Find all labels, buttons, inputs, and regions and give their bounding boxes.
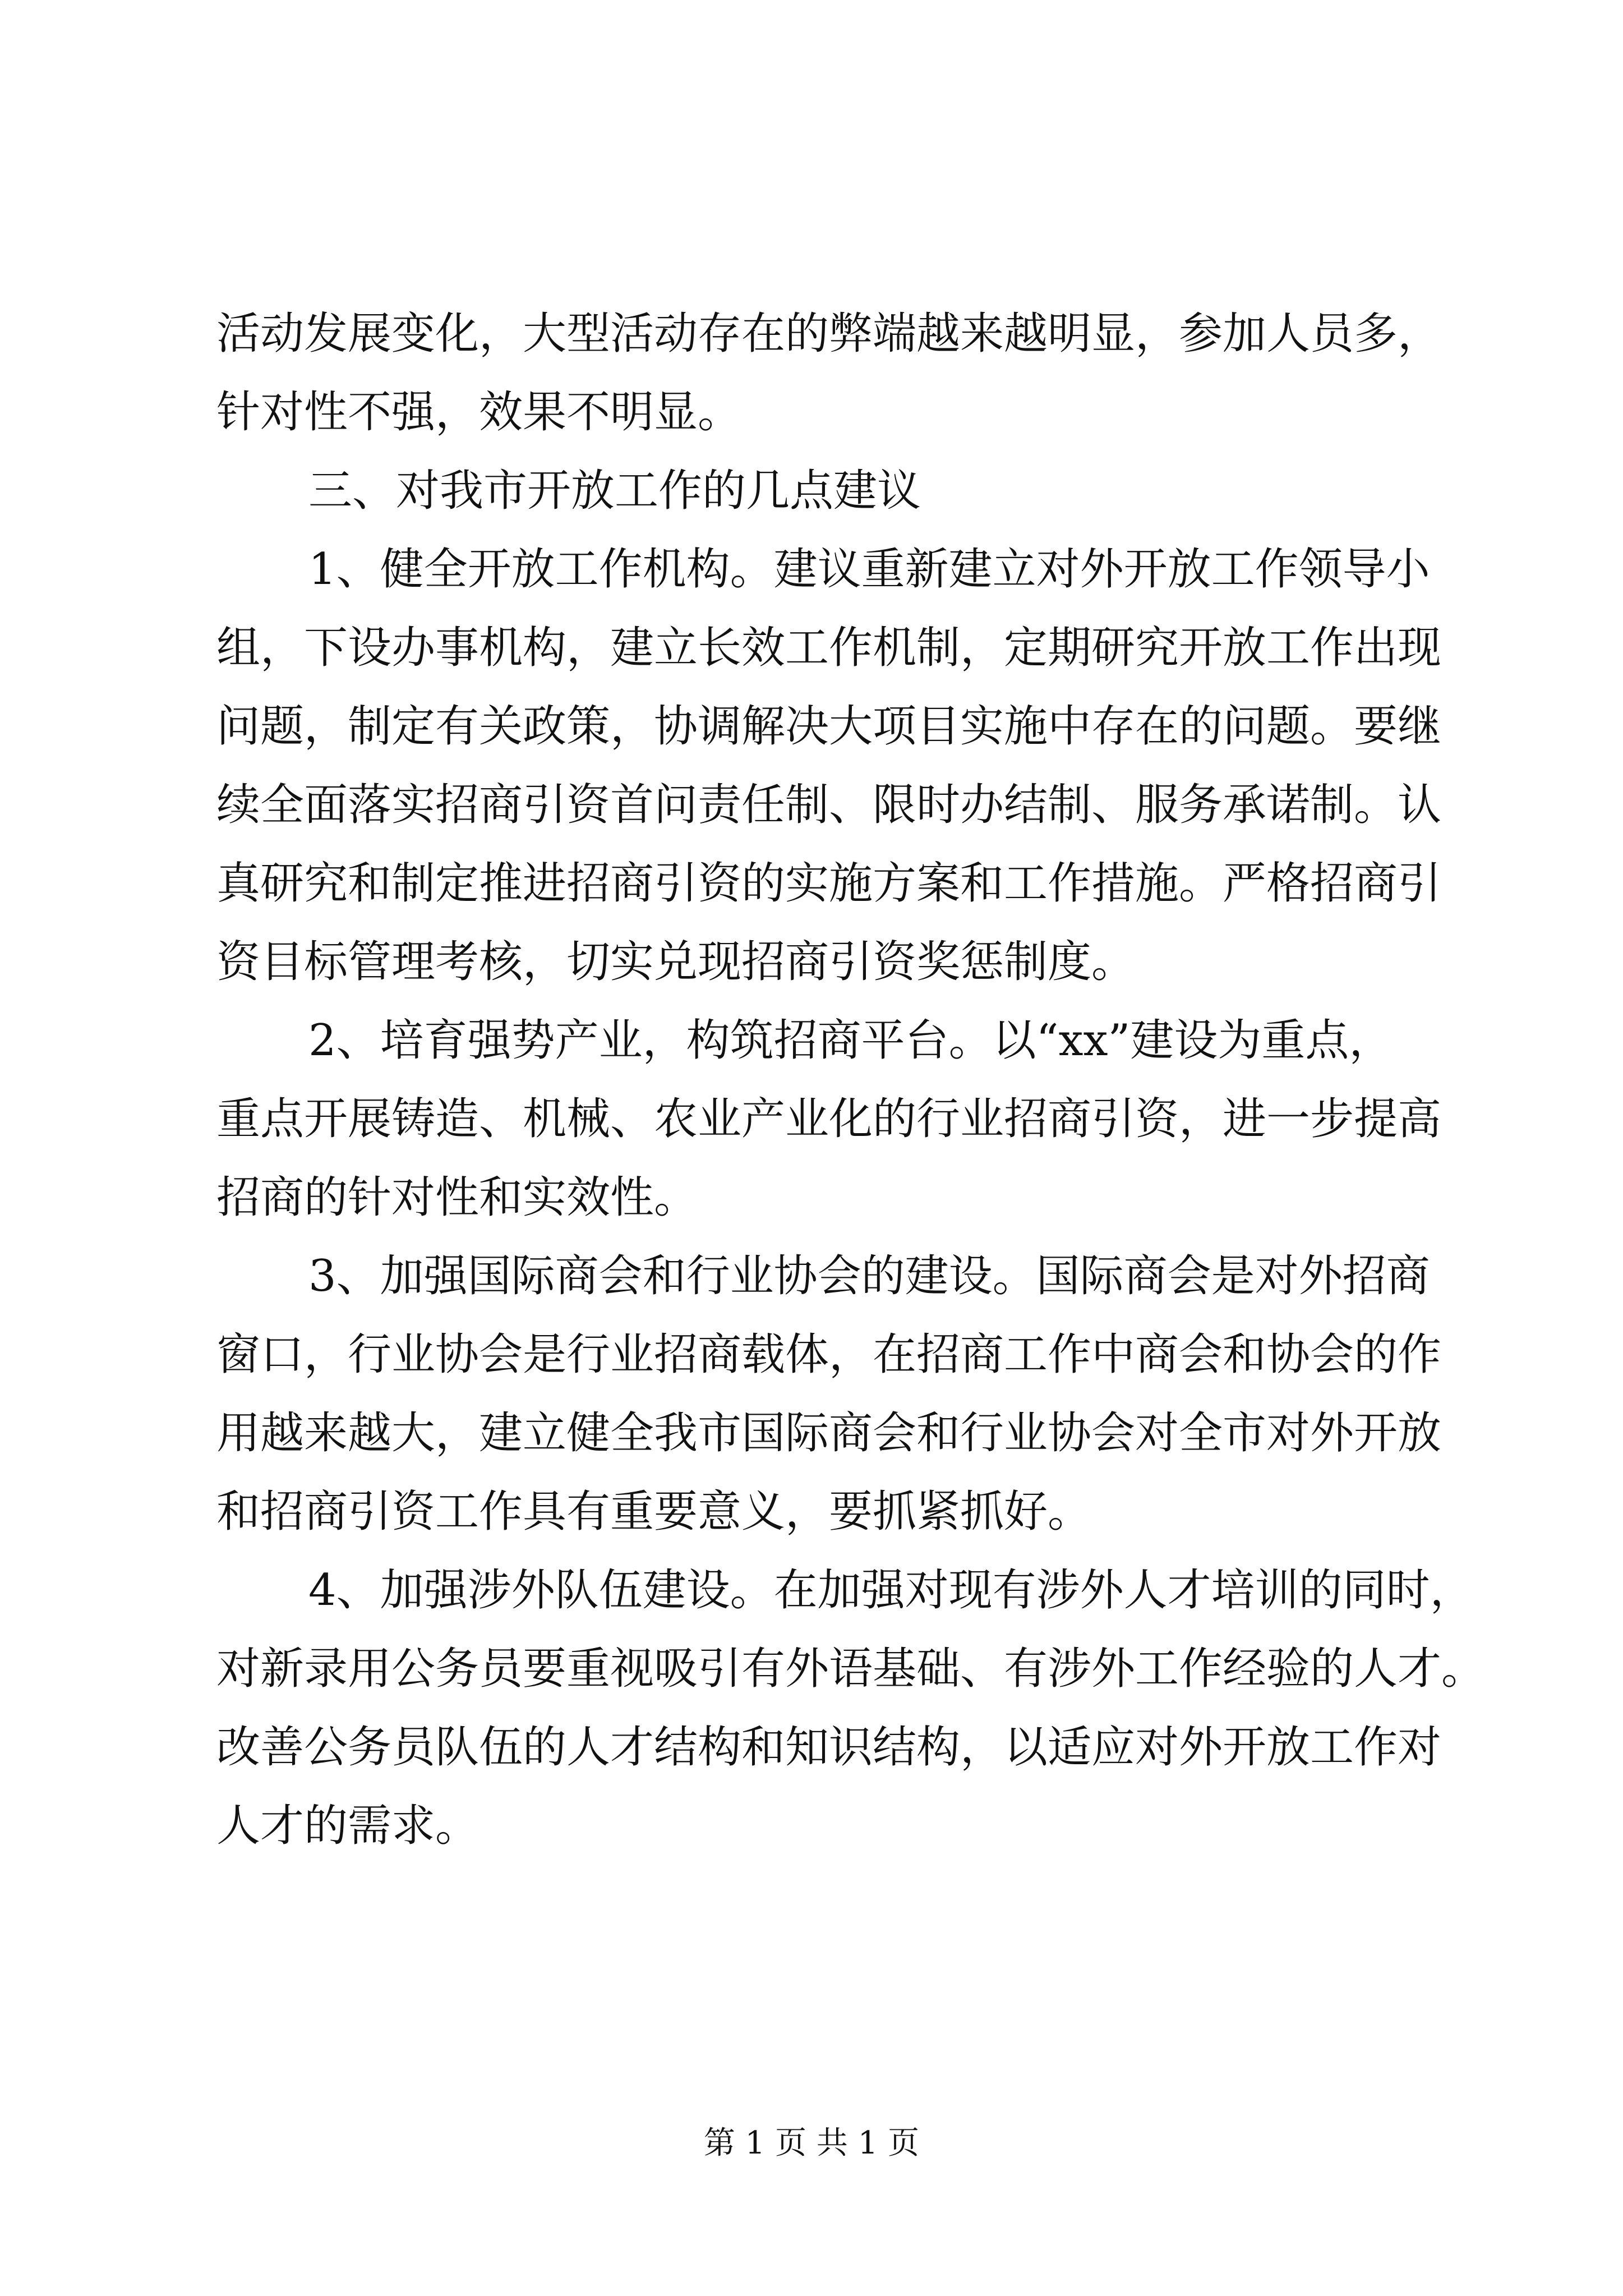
- text-line: 2、培育强势产业，构筑招商平台。以“xx”建设为重点，: [308, 1015, 1393, 1066]
- page-number-label: 第 1 页 共 1 页: [703, 2125, 920, 2161]
- text-line: 续全面落实招商引资首问责任制、限时办结制、服务承诺制。认: [216, 780, 1442, 830]
- text-line: 活动发展变化，大型活动存在的弊端越来越明显，参加人员多，: [216, 309, 1442, 359]
- text-line: 窗口，行业协会是行业招商载体，在招商工作中商会和协会的作: [216, 1329, 1442, 1380]
- document-body: [216, 295, 1486, 1865]
- text-line: 针对性不强，效果不明显。: [216, 387, 742, 438]
- text-line: 4、加强涉外队伍建设。在加强对现有涉外人才培训的同时，: [308, 1565, 1474, 1616]
- section-heading: 三、对我市开放工作的几点建议: [308, 466, 921, 516]
- page-footer: [0, 2124, 1623, 2163]
- text-line: 真研究和制定推进招商引资的实施方案和工作措施。严格招商引: [216, 858, 1442, 909]
- text-line: 对新录用公务员要重视吸引有外语基础、有涉外工作经验的人才。: [216, 1644, 1486, 1694]
- text-line: 重点开展铸造、机械、农业产业化的行业招商引资，进一步提高: [216, 1094, 1442, 1144]
- text-line: 用越来越大，建立健全我市国际商会和行业协会对全市对外开放: [216, 1408, 1442, 1458]
- text-line: 人才的需求。: [216, 1801, 479, 1851]
- text-line: 资目标管理考核，切实兑现招商引资奖惩制度。: [216, 937, 1136, 987]
- text-line: 1、健全开放工作机构。建议重新建立对外开放工作领导小: [308, 544, 1430, 595]
- text-line: 招商的针对性和实效性。: [216, 1172, 698, 1223]
- text-line: 3、加强国际商会和行业协会的建设。国际商会是对外招商: [308, 1251, 1430, 1301]
- text-line: 和招商引资工作具有重要意义，要抓紧抓好。: [216, 1487, 1092, 1537]
- text-line: 问题，制定有关政策，协调解决大项目实施中存在的问题。要继: [216, 701, 1442, 752]
- text-line: 组，下设办事机构，建立长效工作机制，定期研究开放工作出现: [216, 623, 1442, 673]
- text-line: 改善公务员队伍的人才结构和知识结构，以适应对外开放工作对: [216, 1722, 1442, 1773]
